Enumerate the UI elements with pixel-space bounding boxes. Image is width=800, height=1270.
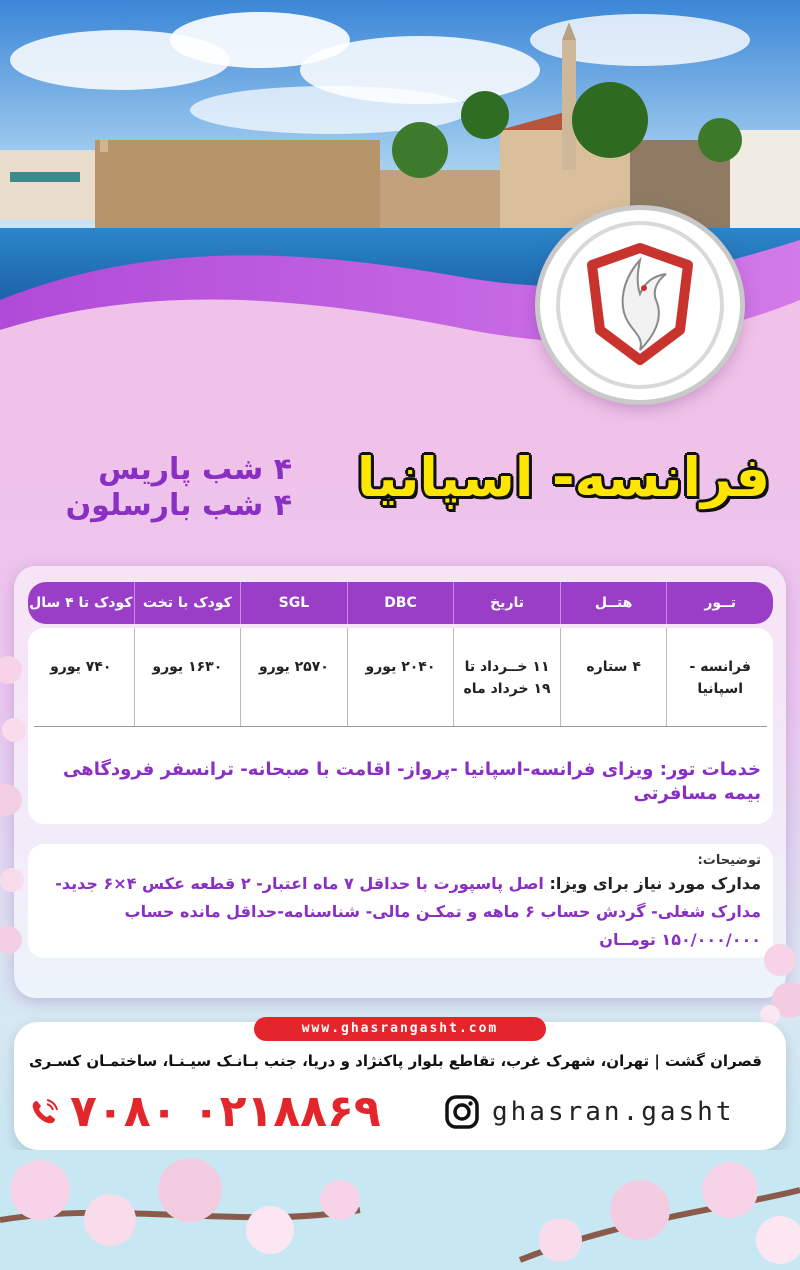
instagram-handle[interactable]: ghasran.gasht [492,1097,735,1127]
table-header [28,582,773,624]
header-date: تاریخ [453,582,560,624]
notes-lead: مدارک مورد نیاز برای ویزا: [549,874,761,893]
website-link[interactable]: www.ghasrangasht.com [254,1017,546,1041]
notes-text [40,870,761,954]
header-hotel: هتــل [560,582,667,624]
nights-paris: ۴ شب پاریس [98,452,292,487]
nights-info [62,452,292,524]
cell-child-under4: ۷۴۰ یورو [50,659,112,675]
cell-hotel: ۴ ستاره [560,628,667,726]
cell-dbc: ۲۰۴۰ یورو [347,628,454,726]
notes-box [28,844,773,958]
header-sgl: SGL [240,582,347,624]
table-row [28,628,773,726]
blossom-decoration [740,940,800,1030]
notes-body: اصل پاسپورت با حداقل ۷ ماه اعتبار- ۲ قطعه عکس ۴×۶ جدید- مدارک شغلی- گردش حساب ۶ ماهه و تمکـن مالی- شناسنامه-حداقل مانده حساب ۱۵۰/۰۰۰/۰۰۰ تومــان [55,874,761,949]
tour-services: خدمات تور: ویزای فرانسه-اسپانیا -پرواز- اقامت با صبحانه- ترانسفر فرودگاهی بیمه مسافرتی [63,759,761,804]
tour-title: فرانسه- اسپانیا [356,446,770,509]
blossom-decoration [0,640,40,960]
cell-tour: فرانسه - اسپانیا [666,628,773,726]
header-child-under4: کودک تا ۴ سال [29,595,133,611]
header-dbc: DBC [347,582,454,624]
phone-icon [30,1098,58,1126]
instagram-icon [444,1094,480,1130]
nights-barcelona: ۴ شب بارسلون [65,488,292,523]
header-tour: تــور [666,582,773,624]
phoenix-shield-logo [540,210,740,400]
phone-number[interactable]: ۰۲۱۸۸۶۹ ۷۰۸۰ [70,1086,381,1137]
notes-label: توضیحات: [697,853,761,868]
cell-child-bed: ۱۶۳۰ یورو [134,628,241,726]
price-table [28,628,773,824]
blossom-decoration [0,1150,800,1270]
divider [34,726,767,727]
cell-date: ۱۱ خــرداد تا ۱۹ خرداد ماه [453,628,560,726]
address: قصران گشت | تهران، شهرک غرب، تقاطع بلوار پاکنژاد و دریا، جنب بـانـک سیـنـا، ساختمـان کسـری [28,1052,762,1070]
header-child-bed: کودک با تخت [134,582,241,624]
cell-sgl: ۲۵۷۰ یورو [240,628,347,726]
